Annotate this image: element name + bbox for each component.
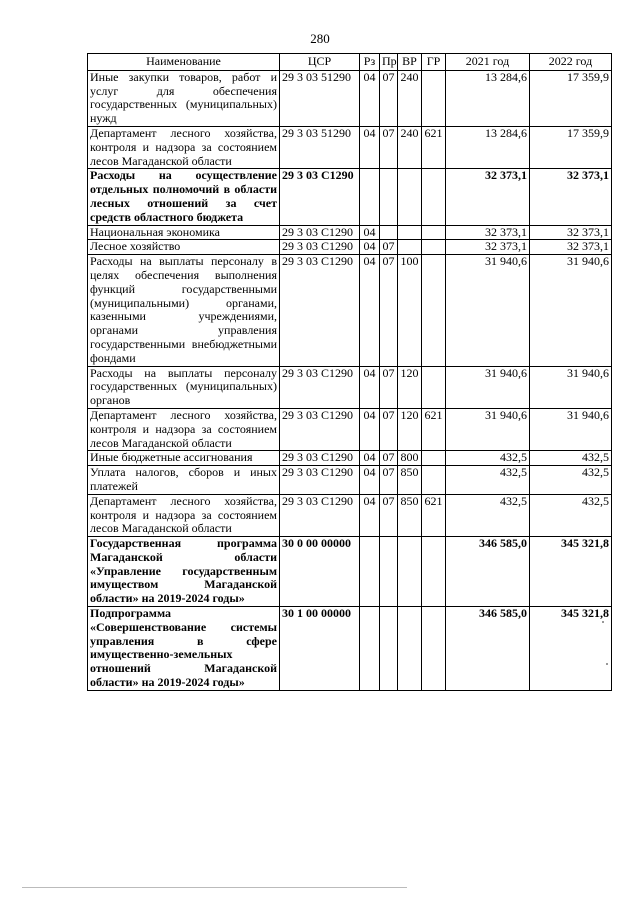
cell-gr: 621: [422, 408, 446, 450]
cell-gr: [422, 225, 446, 240]
cell-csr: 29 3 03 51290: [280, 126, 360, 168]
cell-gr: [422, 466, 446, 495]
table-row: [88, 240, 612, 255]
scan-speck: [602, 621, 604, 623]
cell-name: Иные бюджетные ассигнования: [88, 451, 280, 466]
cell-name: Расходы на выплаты персоналу в целях обеспечения выполнения функций государственными (муниципальными) органами, казенными учреждениями, органами управления государственными внебюджетными фондами: [88, 255, 280, 366]
cell-gr: [422, 607, 446, 691]
cell-vr: 120: [398, 366, 422, 408]
cell-csr: 30 0 00 00000: [280, 537, 360, 607]
cell-y2022: 17 359,9: [530, 70, 612, 126]
cell-y2022: 345 321,8: [530, 537, 612, 607]
cell-name: Уплата налогов, сборов и иных платежей: [88, 466, 280, 495]
cell-vr: 120: [398, 408, 422, 450]
cell-y2022: 32 373,1: [530, 225, 612, 240]
cell-csr: 29 3 03 С1290: [280, 255, 360, 366]
cell-name: Иные закупки товаров, работ и услуг для обеспечения государственных (муниципальных) нужд: [88, 70, 280, 126]
cell-y2022: 432,5: [530, 466, 612, 495]
cell-pr: 07: [380, 494, 398, 536]
cell-y2021: 432,5: [446, 466, 530, 495]
cell-csr: 29 3 03 С1290: [280, 225, 360, 240]
cell-y2021: 13 284,6: [446, 126, 530, 168]
cell-vr: 800: [398, 451, 422, 466]
table-row: [88, 451, 612, 466]
cell-y2021: 32 373,1: [446, 169, 530, 225]
table-row: [88, 466, 612, 495]
cell-pr: 07: [380, 408, 398, 450]
cell-rz: 04: [360, 126, 380, 168]
cell-csr: 29 3 03 С1290: [280, 494, 360, 536]
cell-y2022: 432,5: [530, 451, 612, 466]
cell-rz: [360, 537, 380, 607]
cell-name: Лесное хозяйство: [88, 240, 280, 255]
cell-y2022: 31 940,6: [530, 408, 612, 450]
cell-y2021: 346 585,0: [446, 537, 530, 607]
cell-pr: 07: [380, 255, 398, 366]
table-row: [88, 537, 612, 607]
cell-csr: 29 3 03 С1290: [280, 408, 360, 450]
cell-vr: [398, 225, 422, 240]
cell-name: Государственная программа Магаданской области «Управление государственным имуществом Магаданской области» на 2019-2024 годы»: [88, 537, 280, 607]
scan-speck: [606, 663, 608, 665]
cell-pr: [380, 607, 398, 691]
cell-pr: [380, 537, 398, 607]
cell-pr: 07: [380, 70, 398, 126]
cell-csr: 29 3 03 С1290: [280, 240, 360, 255]
cell-name: Расходы на выплаты персоналу государственных (муниципальных) органов: [88, 366, 280, 408]
table-header-row: [88, 54, 612, 71]
cell-y2021: 432,5: [446, 494, 530, 536]
table-row: [88, 126, 612, 168]
table-row: [88, 607, 612, 691]
cell-gr: [422, 537, 446, 607]
cell-vr: [398, 169, 422, 225]
cell-vr: 100: [398, 255, 422, 366]
cell-csr: 30 1 00 00000: [280, 607, 360, 691]
cell-y2021: 432,5: [446, 451, 530, 466]
cell-name: Подпрограмма «Совершенствование системы управления в сфере имущественно-земельных отношений Магаданской области» на 2019-2024 годы»: [88, 607, 280, 691]
cell-gr: 621: [422, 126, 446, 168]
cell-pr: 07: [380, 126, 398, 168]
cell-vr: 240: [398, 126, 422, 168]
cell-y2021: 13 284,6: [446, 70, 530, 126]
budget-table: [87, 53, 612, 691]
cell-gr: 621: [422, 494, 446, 536]
cell-y2022: 32 373,1: [530, 169, 612, 225]
table-row: [88, 169, 612, 225]
scan-edge-line: [22, 887, 407, 888]
cell-name: Департамент лесного хозяйства, контроля и надзора за состоянием лесов Магаданской области: [88, 408, 280, 450]
cell-gr: [422, 240, 446, 255]
cell-rz: 04: [360, 451, 380, 466]
header-name: Наименование: [88, 54, 280, 71]
cell-rz: 04: [360, 494, 380, 536]
cell-pr: 07: [380, 466, 398, 495]
cell-pr: 07: [380, 240, 398, 255]
cell-rz: 04: [360, 240, 380, 255]
table-row: [88, 70, 612, 126]
cell-name: Департамент лесного хозяйства, контроля и надзора за состоянием лесов Магаданской области: [88, 494, 280, 536]
table-row: [88, 366, 612, 408]
cell-y2022: 432,5: [530, 494, 612, 536]
cell-y2022: 345 321,8: [530, 607, 612, 691]
cell-csr: 29 3 03 51290: [280, 70, 360, 126]
cell-y2021: 31 940,6: [446, 255, 530, 366]
cell-rz: 04: [360, 466, 380, 495]
cell-name: Национальная экономика: [88, 225, 280, 240]
cell-vr: [398, 240, 422, 255]
cell-rz: 04: [360, 408, 380, 450]
header-2022: 2022 год: [530, 54, 612, 71]
cell-gr: [422, 366, 446, 408]
table-row: [88, 494, 612, 536]
cell-rz: 04: [360, 225, 380, 240]
cell-vr: 850: [398, 494, 422, 536]
cell-pr: [380, 225, 398, 240]
header-pr: Пр: [380, 54, 398, 71]
table-row: [88, 408, 612, 450]
cell-vr: [398, 537, 422, 607]
cell-rz: 04: [360, 255, 380, 366]
page-number: 280: [310, 31, 330, 46]
cell-y2021: 32 373,1: [446, 225, 530, 240]
cell-pr: 07: [380, 451, 398, 466]
cell-name: Департамент лесного хозяйства, контроля и надзора за состоянием лесов Магаданской области: [88, 126, 280, 168]
cell-y2021: 346 585,0: [446, 607, 530, 691]
cell-gr: [422, 255, 446, 366]
header-csr: ЦСР: [280, 54, 360, 71]
cell-vr: 850: [398, 466, 422, 495]
cell-y2022: 31 940,6: [530, 255, 612, 366]
cell-rz: [360, 169, 380, 225]
header-rz: Рз: [360, 54, 380, 71]
cell-vr: 240: [398, 70, 422, 126]
cell-vr: [398, 607, 422, 691]
cell-y2021: 31 940,6: [446, 366, 530, 408]
cell-y2022: 17 359,9: [530, 126, 612, 168]
cell-rz: 04: [360, 70, 380, 126]
cell-gr: [422, 70, 446, 126]
cell-csr: 29 3 03 С1290: [280, 366, 360, 408]
cell-y2021: 31 940,6: [446, 408, 530, 450]
header-2021: 2021 год: [446, 54, 530, 71]
cell-csr: 29 3 03 С1290: [280, 169, 360, 225]
table-row: [88, 255, 612, 366]
cell-pr: 07: [380, 366, 398, 408]
cell-pr: [380, 169, 398, 225]
cell-y2022: 32 373,1: [530, 240, 612, 255]
cell-csr: 29 3 03 С1290: [280, 466, 360, 495]
cell-rz: [360, 607, 380, 691]
table-row: [88, 225, 612, 240]
cell-y2022: 31 940,6: [530, 366, 612, 408]
cell-gr: [422, 169, 446, 225]
cell-y2021: 32 373,1: [446, 240, 530, 255]
cell-csr: 29 3 03 С1290: [280, 451, 360, 466]
header-vr: ВР: [398, 54, 422, 71]
cell-gr: [422, 451, 446, 466]
header-gr: ГР: [422, 54, 446, 71]
cell-rz: 04: [360, 366, 380, 408]
cell-name: Расходы на осуществление отдельных полномочий в области лесных отношений за счет средств областного бюджета: [88, 169, 280, 225]
